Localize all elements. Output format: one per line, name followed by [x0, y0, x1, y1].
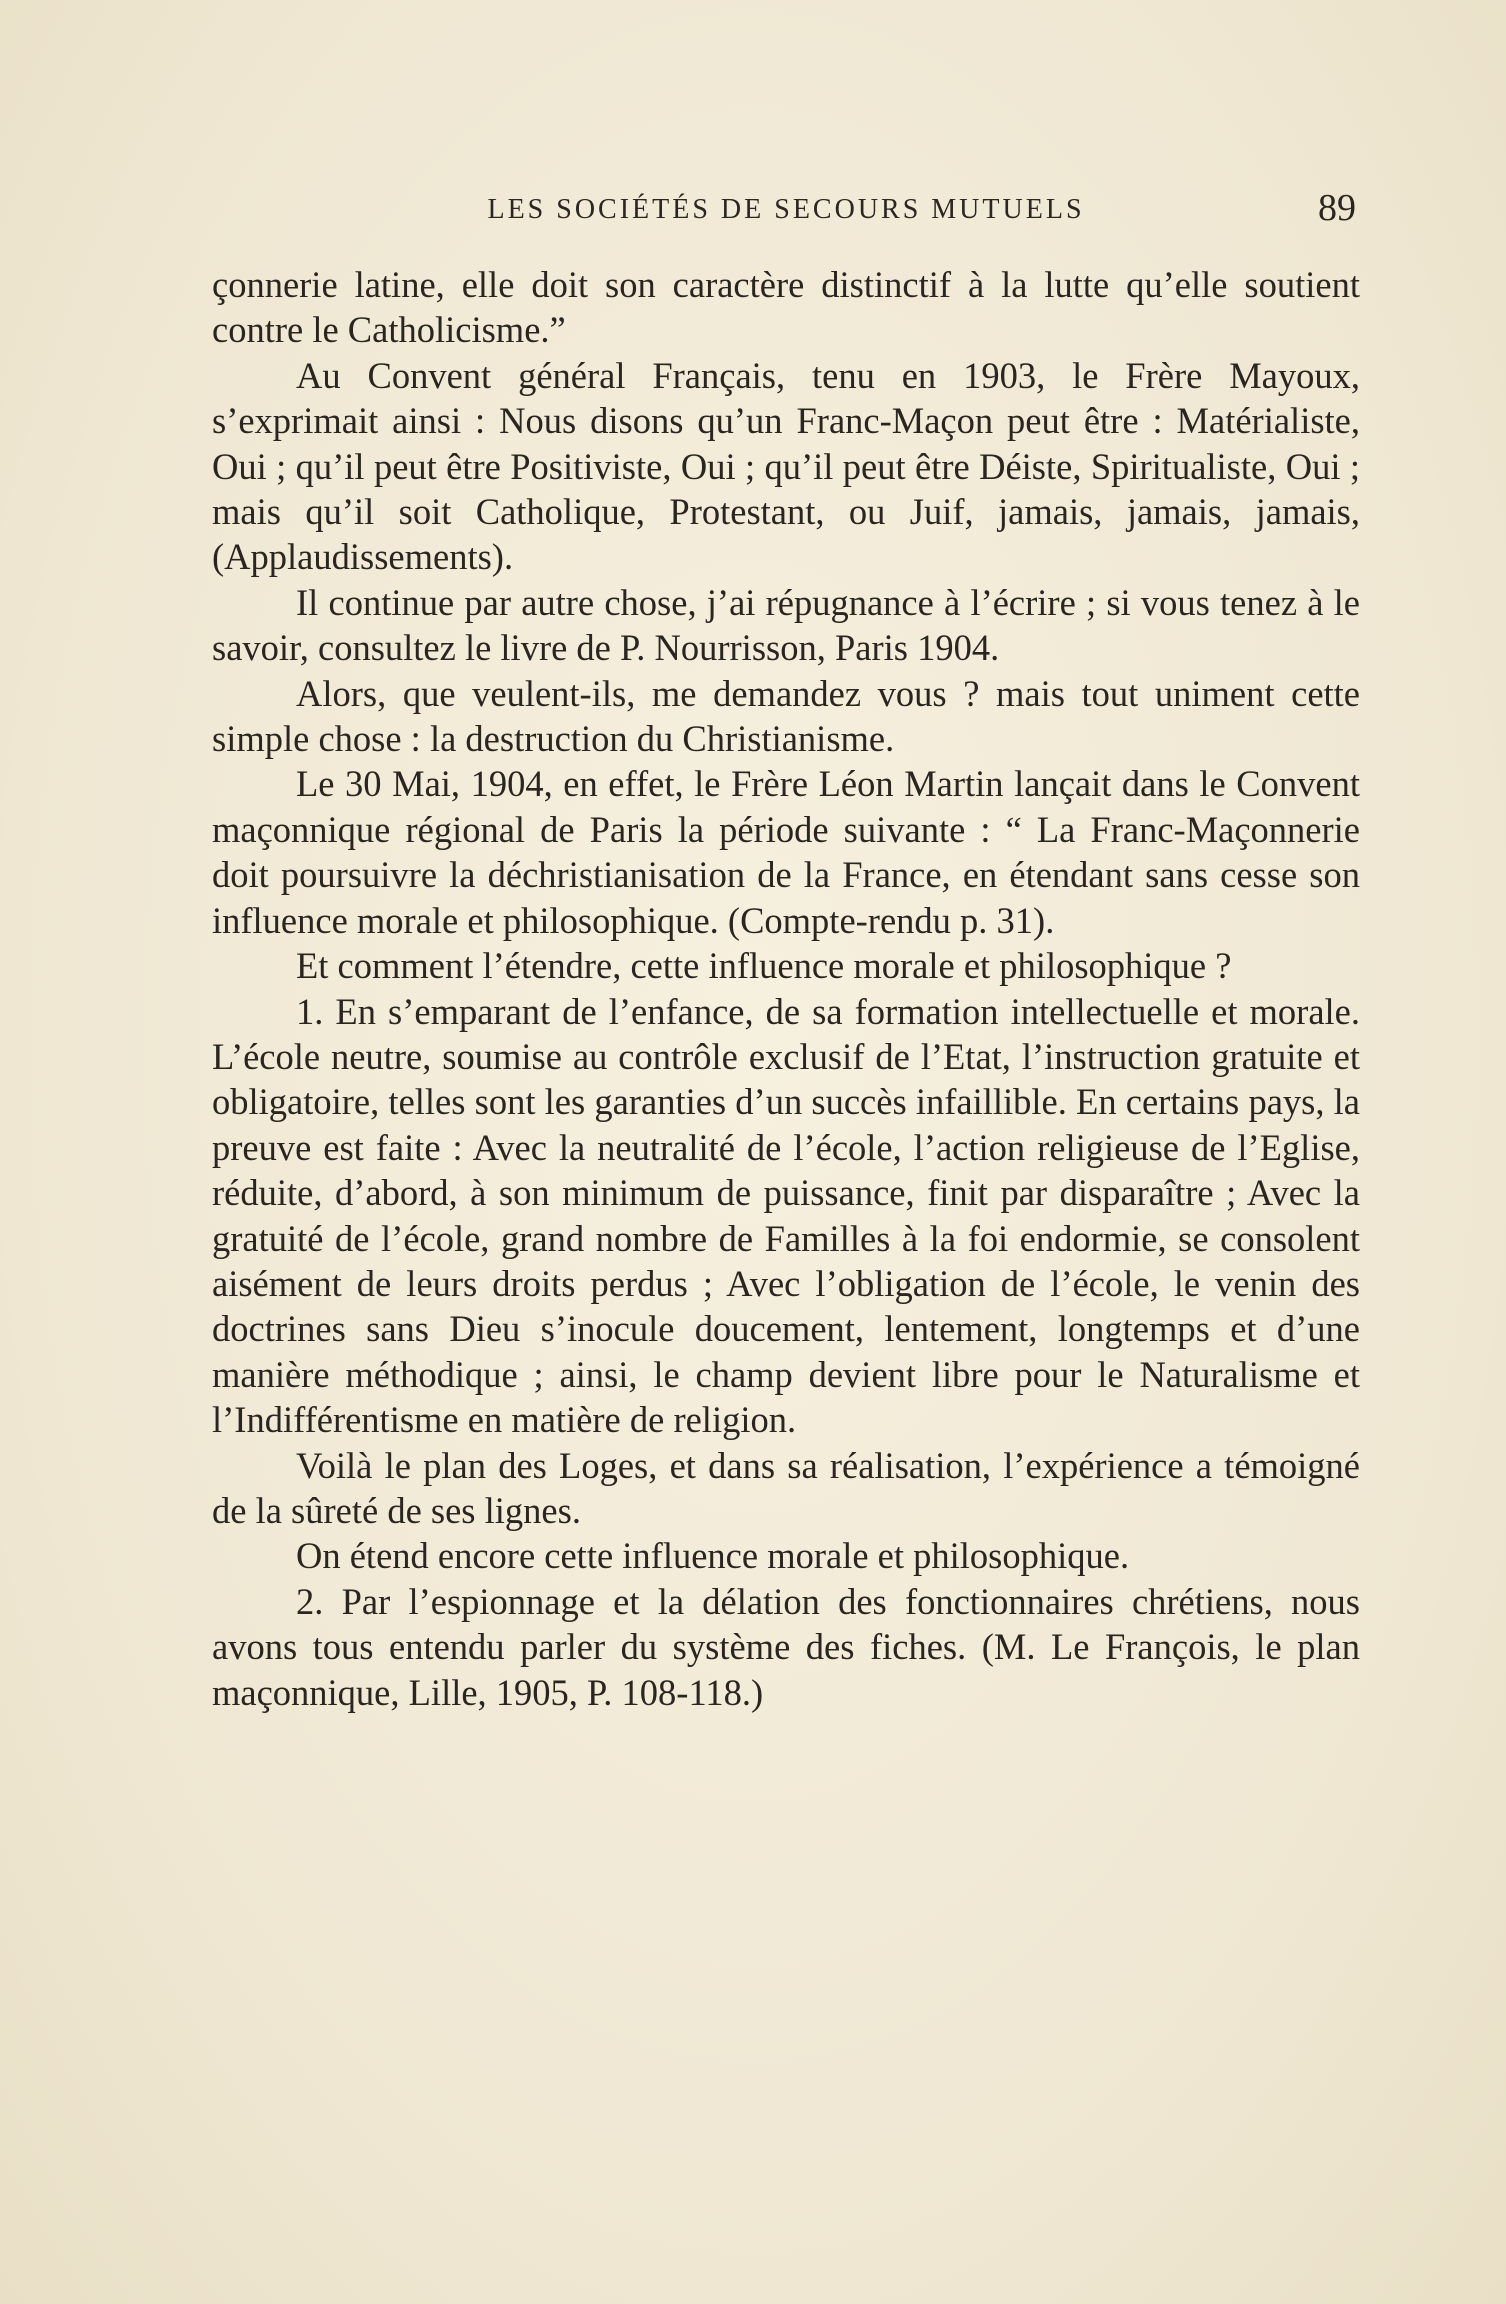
paragraph: 2. Par l’espionnage et la délation des fonctionnaires chrétiens, nous avons tous entendu parler du système des fiches. (M. Le François, le plan maçonnique, Lille, 1905, P. 108-118.) — [212, 1580, 1360, 1713]
paragraph: On étend encore cette influence morale et philosophique. — [296, 1535, 1130, 1577]
running-title: LES SOCIÉTÉS DE SECOURS MUTUELS — [487, 194, 1085, 225]
paragraph: Voilà le plan des Loges, et dans sa réalisation, l’expérience a témoigné de la sûreté de ses lignes. — [212, 1444, 1360, 1531]
paragraph: Il continue par autre chose, j’ai répugnance à l’écrire ; si vous tenez à le savoir, consultez le livre de P. Nourrisson, Paris 1904. — [212, 581, 1360, 669]
paragraph: Au Convent général Français, tenu en 1903, le Frère Mayoux, s’exprimait ainsi : Nous disons qu’un Franc-Maçon peut être : Matérialiste, Oui ; qu’il peut être Positiviste, Oui ; qu’il peut être Déiste, Spiritualiste, Oui ; mais qu’il soit Catholique, Protestant, ou Juif, jamais, jamais, jamais, (Applaudissements). — [212, 354, 1360, 578]
body-text — [212, 262, 1360, 1715]
paragraph: Le 30 Mai, 1904, en effet, le Frère Léon Martin lançait dans le Convent maçonnique régional de Paris la période suivante : “ La Franc-Maçonnerie doit poursuivre la déchristianisation de la France, en étendant sans cesse son influence morale et philosophique. (Compte-rendu p. 31). — [212, 763, 1360, 941]
paragraph: Et comment l’étendre, cette influence morale et philosophique ? — [296, 945, 1232, 987]
paragraph: çonnerie latine, elle doit son caractère distinctif à la lutte qu’elle soutient contre le Catholicisme.” — [212, 264, 1360, 351]
paragraph: Alors, que veulent-ils, me demandez vous ? mais tout uniment cette simple chose : la destruction du Christianisme. — [212, 672, 1360, 760]
paragraph: 1. En s’emparant de l’enfance, de sa formation intellectuelle et morale. L’école neutre, soumise au contrôle exclusif de l’Etat, l’instruction gratuite et obligatoire, telles sont les garanties d’un succès infaillible. En certains pays, la preuve est faite : Avec la neutralité de l’école, l’action religieuse de l’Eglise, réduite, d’abord, à son minimum de puissance, finit par disparaître ; Avec la gratuité de l’école, grand nombre de Familles à la foi endormie, se consolent aisément de leurs droits perdus ; Avec l’obligation de l’école, le venin des doctrines sans Dieu s’inocule doucement, lentement, longtemps et d’une manière méthodique ; ainsi, le champ devient libre pour le Naturalisme et l’Indifférentisme en matière de religion. — [212, 990, 1360, 1441]
page-number: 89 — [1318, 187, 1356, 229]
page-header — [212, 186, 1360, 236]
